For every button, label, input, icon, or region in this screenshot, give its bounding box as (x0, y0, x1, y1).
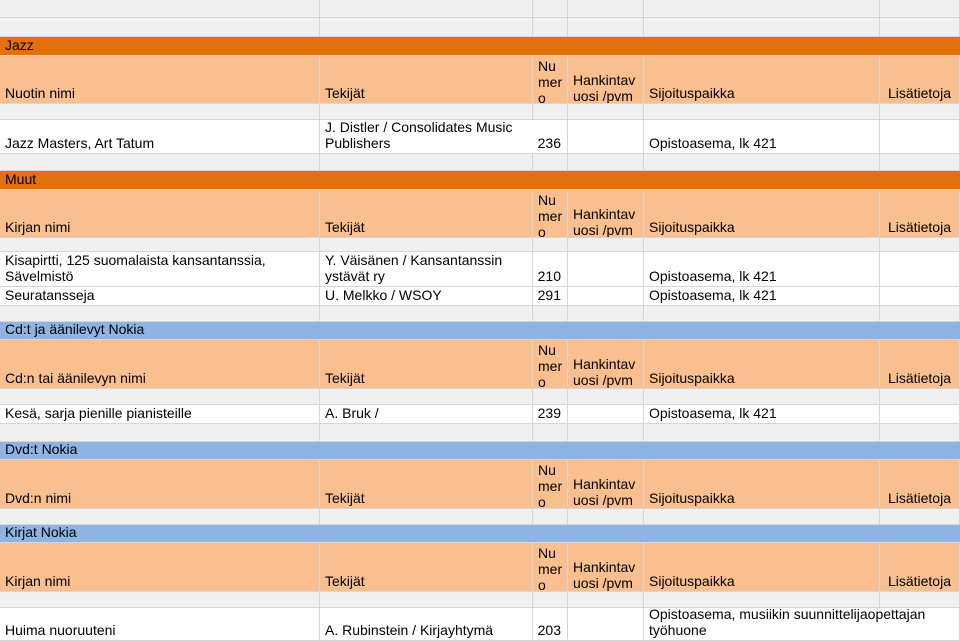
blank-row (0, 509, 960, 525)
col-header-number: Nu mer o (533, 460, 568, 509)
blank-row (0, 592, 960, 608)
col-header-name: Dvd:n nimi (0, 460, 320, 509)
item-number: 203 (533, 608, 568, 641)
col-header-name: Nuotin nimi (0, 56, 320, 104)
item-number: 210 (533, 252, 568, 287)
item-location: Opistoasema, lk 421 (644, 405, 880, 424)
col-header-acquired: Hankintav uosi /pvm (568, 543, 644, 592)
col-header-location: Sijoituspaikka (644, 460, 880, 509)
item-number: 236 (533, 120, 568, 154)
col-header-location: Sijoituspaikka (644, 190, 880, 238)
col-header-location: Sijoituspaikka (644, 56, 880, 104)
item-name: Seuratansseja (0, 287, 320, 306)
item-name: Kisapirtti, 125 suomalaista kansantanssia, Sävelmistö (0, 252, 320, 287)
item-location: Opistoasema, lk 421 (644, 252, 880, 287)
item-year (568, 120, 644, 154)
col-header-authors: Tekijät (320, 460, 533, 509)
item-authors: A. Rubinstein / Kirjayhtymä (320, 608, 533, 641)
col-header-info: Lisätietoja (880, 56, 960, 104)
col-header-info: Lisätietoja (880, 460, 960, 509)
col-header-authors: Tekijät (320, 543, 533, 592)
blank-row (0, 238, 960, 252)
col-header-info: Lisätietoja (880, 190, 960, 238)
col-header-authors: Tekijät (320, 56, 533, 104)
header-row-kirjat (0, 543, 960, 592)
col-header-location: Sijoituspaikka (644, 543, 880, 592)
table-row (0, 608, 960, 641)
table-row (0, 405, 960, 424)
item-authors: Y. Väisänen / Kansantanssin ystävät ry (320, 252, 533, 287)
item-number: 291 (533, 287, 568, 306)
item-authors: A. Bruk / (320, 405, 533, 424)
col-header-number: Nu mer o (533, 56, 568, 104)
col-header-name: Kirjan nimi (0, 190, 320, 238)
blank-row (0, 0, 960, 18)
item-info (880, 405, 960, 424)
col-header-acquired: Hankintav uosi /pvm (568, 190, 644, 238)
section-title-cd: Cd:t ja äänilevyt Nokia (0, 322, 960, 340)
section-title-jazz: Jazz (0, 37, 960, 56)
col-header-info: Lisätietoja (880, 543, 960, 592)
col-header-acquired: Hankintav uosi /pvm (568, 340, 644, 389)
table-row (0, 287, 960, 306)
item-location: Opistoasema, musiikin suunnittelijaopettajan työhuone (644, 608, 960, 641)
blank-row (0, 424, 960, 442)
header-row-jazz (0, 56, 960, 104)
col-header-acquired: Hankintav uosi /pvm (568, 460, 644, 509)
item-info (880, 608, 960, 641)
col-header-number: Nu mer o (533, 543, 568, 592)
col-header-name: Cd:n tai äänilevyn nimi (0, 340, 320, 389)
item-authors: J. Distler / Consolidates Music Publishers (320, 120, 568, 154)
item-year (568, 405, 644, 424)
item-number: 239 (533, 405, 568, 424)
table-row (0, 120, 960, 154)
section-title-kirjat: Kirjat Nokia (0, 525, 960, 543)
col-header-acquired: Hankintav uosi /pvm (568, 56, 644, 104)
header-row-muut (0, 190, 960, 238)
item-info (880, 287, 960, 306)
col-header-authors: Tekijät (320, 190, 533, 238)
item-name: Kesä, sarja pienille pianisteille (0, 405, 320, 424)
section-title-muut: Muut (0, 171, 960, 190)
blank-row (0, 154, 960, 171)
blank-row (0, 18, 960, 37)
item-name: Huima nuoruuteni (0, 608, 320, 641)
table-row (0, 252, 960, 287)
col-header-number: Nu mer o (533, 340, 568, 389)
header-row-dvd (0, 460, 960, 509)
item-location: Opistoasema, lk 421 (644, 120, 880, 154)
item-year (568, 287, 644, 306)
blank-row (0, 306, 960, 322)
col-header-authors: Tekijät (320, 340, 533, 389)
item-authors: U. Melkko / WSOY (320, 287, 533, 306)
col-header-info: Lisätietoja (880, 340, 960, 389)
item-year (568, 252, 644, 287)
col-header-number: Nu mer o (533, 190, 568, 238)
section-title-dvd: Dvd:t Nokia (0, 442, 960, 460)
blank-row (0, 104, 960, 120)
item-info (880, 252, 960, 287)
item-year (568, 608, 644, 641)
item-info (880, 120, 960, 154)
col-header-location: Sijoituspaikka (644, 340, 880, 389)
item-name: Jazz Masters, Art Tatum (0, 120, 320, 154)
blank-row (0, 389, 960, 405)
col-header-name: Kirjan nimi (0, 543, 320, 592)
header-row-cd (0, 340, 960, 389)
item-location: Opistoasema, lk 421 (644, 287, 880, 306)
